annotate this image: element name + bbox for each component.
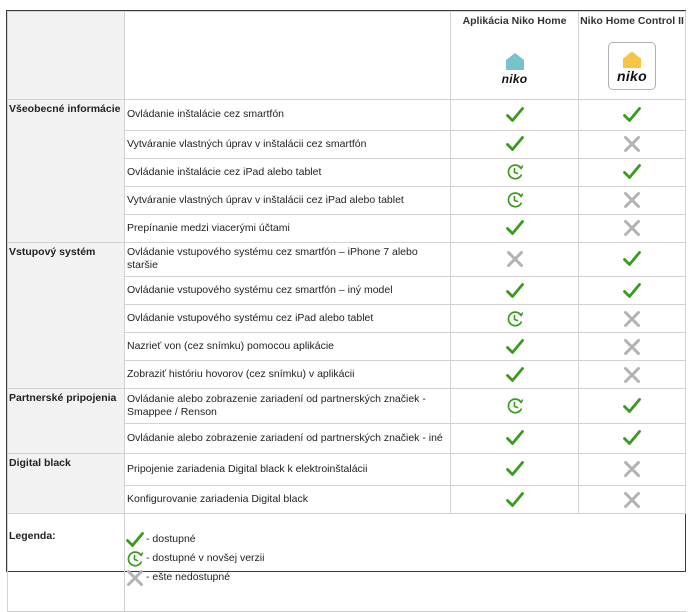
app-availability-cell bbox=[451, 158, 579, 186]
niko-home-app-logo bbox=[491, 44, 539, 92]
niko-home-control-logo bbox=[608, 42, 656, 90]
category-cell bbox=[8, 158, 125, 186]
checkmark-icon bbox=[622, 429, 642, 447]
legend-row bbox=[8, 514, 686, 612]
category-label: Všeobecné informácie bbox=[8, 100, 125, 131]
feature-label: Ovládanie alebo zobrazenie zariadení od partnerských značiek - iné bbox=[125, 423, 451, 453]
category-label: Vstupový systém bbox=[8, 242, 125, 277]
feature-label: Nazrieť von (cez snímku) pomocou aplikácie bbox=[125, 333, 451, 361]
feature-label: Ovládanie vstupového systému cez smartfón – iný model bbox=[125, 277, 451, 305]
checkmark-icon bbox=[622, 106, 642, 124]
cross-icon bbox=[622, 310, 642, 328]
category-label: Partnerské pripojenia bbox=[8, 389, 125, 424]
legend-available-item bbox=[125, 530, 686, 549]
nhc-column-header bbox=[579, 12, 686, 100]
app-availability-cell bbox=[451, 277, 579, 305]
cross-icon bbox=[622, 338, 642, 356]
feature-row bbox=[8, 100, 686, 131]
checkmark-icon bbox=[505, 135, 525, 153]
legend-cell bbox=[125, 514, 686, 612]
feature-label: Ovládanie inštalácie cez iPad alebo tablet bbox=[125, 158, 451, 186]
app-availability-cell bbox=[451, 242, 579, 277]
category-cell bbox=[8, 130, 125, 158]
category-cell bbox=[8, 277, 125, 305]
clock-update-icon bbox=[125, 550, 145, 568]
app-availability-cell bbox=[451, 453, 579, 486]
nhc-availability-cell bbox=[579, 214, 686, 242]
legend-available-text: - dostupné bbox=[146, 533, 196, 545]
checkmark-icon bbox=[505, 106, 525, 124]
nhc-availability-cell bbox=[579, 277, 686, 305]
comparison-frame bbox=[6, 10, 686, 583]
feature-label: Ovládanie alebo zobrazenie zariadení od partnerských značiek - Smappee / Renson bbox=[125, 389, 451, 424]
feature-row bbox=[8, 130, 686, 158]
clock-update-icon bbox=[505, 310, 525, 328]
feature-label: Ovládanie vstupového systému cez iPad alebo tablet bbox=[125, 305, 451, 333]
clock-update-icon bbox=[505, 191, 525, 209]
checkmark-icon bbox=[505, 429, 525, 447]
checkmark-icon bbox=[622, 250, 642, 268]
app-availability-cell bbox=[451, 333, 579, 361]
cross-icon bbox=[622, 219, 642, 237]
legend-unavailable-item bbox=[125, 568, 686, 587]
cross-icon bbox=[622, 135, 642, 153]
checkmark-icon bbox=[125, 531, 145, 549]
feature-row bbox=[8, 453, 686, 486]
checkmark-icon bbox=[505, 282, 525, 300]
nhc-availability-cell bbox=[579, 242, 686, 277]
app-availability-cell bbox=[451, 423, 579, 453]
checkmark-icon bbox=[505, 366, 525, 384]
feature-label: Ovládanie inštalácie cez smartfón bbox=[125, 100, 451, 131]
feature-row bbox=[8, 333, 686, 361]
app-availability-cell bbox=[451, 486, 579, 514]
feature-label: Zobraziť históriu hovorov (cez snímku) v aplikácii bbox=[125, 361, 451, 389]
feature-row bbox=[8, 242, 686, 277]
nhc-availability-cell bbox=[579, 423, 686, 453]
feature-row bbox=[8, 277, 686, 305]
app-availability-cell bbox=[451, 305, 579, 333]
category-label: Digital black bbox=[8, 453, 125, 486]
feature-row bbox=[8, 305, 686, 333]
checkmark-icon bbox=[505, 338, 525, 356]
category-cell bbox=[8, 214, 125, 242]
legend-newer-version-item bbox=[125, 549, 686, 568]
nhc-availability-cell bbox=[579, 305, 686, 333]
cross-icon bbox=[622, 366, 642, 384]
teal-house-icon bbox=[504, 51, 526, 71]
header-empty-cell bbox=[125, 12, 451, 100]
nhc-column-title: Niko Home Control II bbox=[580, 15, 684, 27]
header-empty-cell bbox=[8, 12, 125, 100]
checkmark-icon bbox=[622, 163, 642, 181]
app-availability-cell bbox=[451, 100, 579, 131]
legend-unavailable-text: - ešte nedostupné bbox=[146, 571, 231, 583]
feature-row bbox=[8, 158, 686, 186]
category-cell bbox=[8, 333, 125, 361]
feature-row bbox=[8, 186, 686, 214]
feature-row bbox=[8, 423, 686, 453]
cross-icon bbox=[622, 491, 642, 509]
category-cell bbox=[8, 305, 125, 333]
feature-label: Vytváranie vlastných úprav v inštalácii cez smartfón bbox=[125, 130, 451, 158]
category-cell bbox=[8, 186, 125, 214]
feature-label: Prepínanie medzi viacerými účtami bbox=[125, 214, 451, 242]
niko-logo-text: niko bbox=[617, 67, 647, 84]
checkmark-icon bbox=[505, 491, 525, 509]
feature-label: Ovládanie vstupového systému cez smartfón – iPhone 7 alebo staršie bbox=[125, 242, 451, 277]
cross-icon bbox=[125, 569, 145, 587]
app-availability-cell bbox=[451, 130, 579, 158]
niko-logo-text: niko bbox=[501, 71, 528, 86]
app-availability-cell bbox=[451, 389, 579, 424]
nhc-availability-cell bbox=[579, 158, 686, 186]
app-availability-cell bbox=[451, 214, 579, 242]
cross-icon bbox=[505, 250, 525, 268]
feature-label: Pripojenie zariadenia Digital black k elektroinštalácii bbox=[125, 453, 451, 486]
app-column-title: Aplikácia Niko Home bbox=[462, 15, 567, 27]
feature-row bbox=[8, 486, 686, 514]
app-column-header bbox=[451, 12, 579, 100]
checkmark-icon bbox=[622, 397, 642, 415]
header-row bbox=[8, 12, 686, 100]
legend-title: Legenda: bbox=[8, 514, 125, 612]
app-availability-cell bbox=[451, 361, 579, 389]
category-cell bbox=[8, 423, 125, 453]
nhc-availability-cell bbox=[579, 130, 686, 158]
feature-row bbox=[8, 361, 686, 389]
checkmark-icon bbox=[505, 460, 525, 478]
category-cell bbox=[8, 486, 125, 514]
comparison-table bbox=[7, 11, 686, 612]
nhc-availability-cell bbox=[579, 486, 686, 514]
nhc-availability-cell bbox=[579, 453, 686, 486]
clock-update-icon bbox=[505, 397, 525, 415]
feature-row bbox=[8, 214, 686, 242]
cross-icon bbox=[622, 460, 642, 478]
legend-newer-version-text: - dostupné v novšej verzii bbox=[146, 552, 265, 564]
checkmark-icon bbox=[505, 219, 525, 237]
category-cell bbox=[8, 361, 125, 389]
feature-label: Konfigurovanie zariadenia Digital black bbox=[125, 486, 451, 514]
nhc-availability-cell bbox=[579, 100, 686, 131]
nhc-availability-cell bbox=[579, 361, 686, 389]
nhc-availability-cell bbox=[579, 333, 686, 361]
app-availability-cell bbox=[451, 186, 579, 214]
yellow-house-icon bbox=[621, 50, 643, 69]
clock-update-icon bbox=[505, 163, 525, 181]
checkmark-icon bbox=[622, 282, 642, 300]
cross-icon bbox=[622, 191, 642, 209]
nhc-availability-cell bbox=[579, 389, 686, 424]
feature-row bbox=[8, 389, 686, 424]
nhc-availability-cell bbox=[579, 186, 686, 214]
feature-label: Vytváranie vlastných úprav v inštalácii cez iPad alebo tablet bbox=[125, 186, 451, 214]
